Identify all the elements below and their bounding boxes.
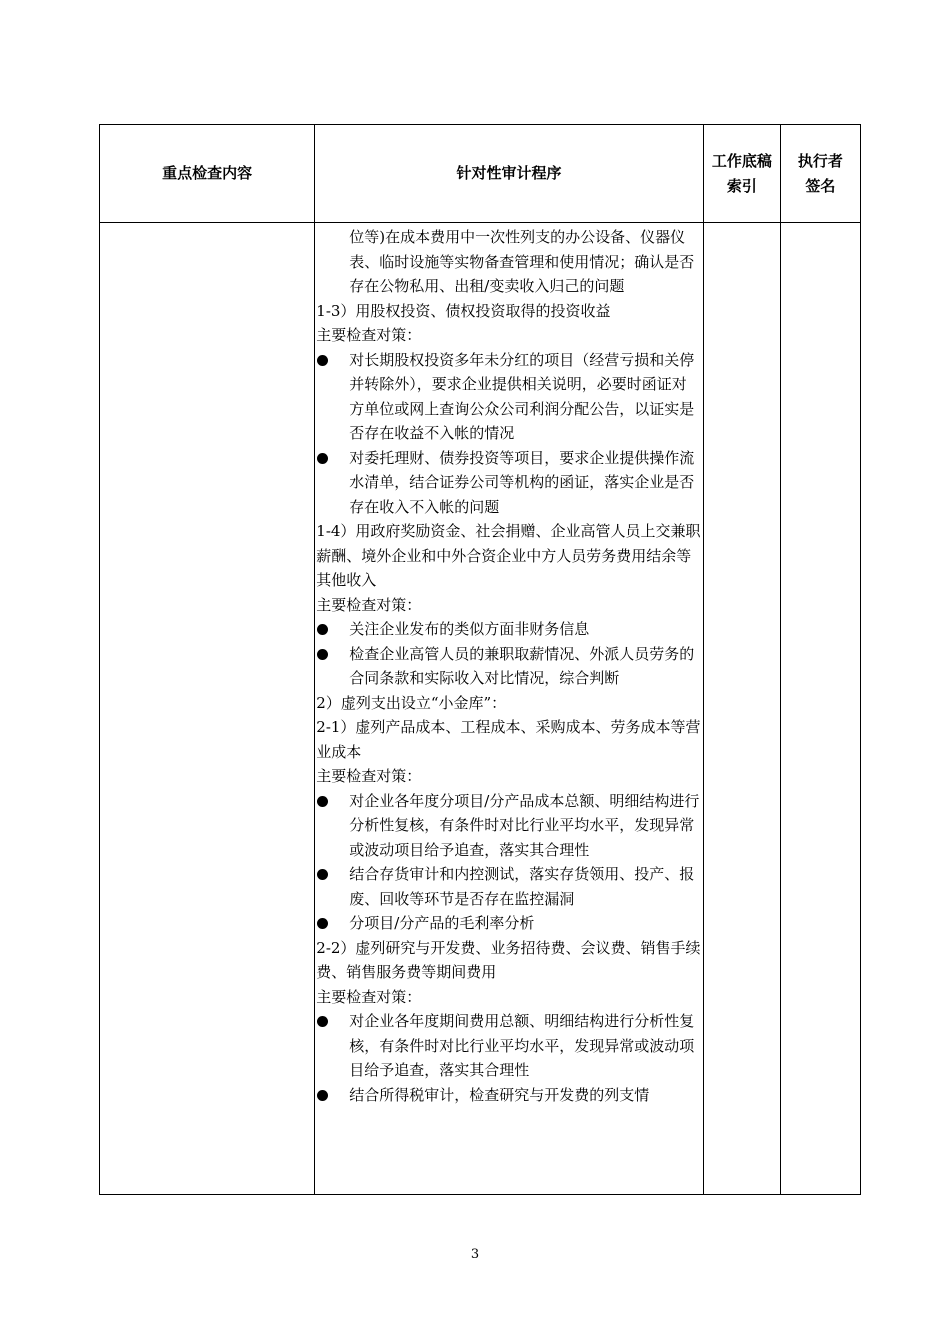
procedure-bullet-text: 关注企业发布的类似方面非财务信息	[349, 620, 590, 638]
cell-executor-signature	[780, 223, 860, 1195]
header-key-inspection-content: 重点检查内容	[100, 125, 315, 223]
procedure-bullet-item	[316, 617, 701, 642]
procedure-bullet-item	[316, 789, 701, 863]
procedure-heading: 1-4）用政府奖励资金、社会捐赠、企业高管人员上交兼职薪酬、境外企业和中外合资企业中方人员劳务费用结余等其他收入	[316, 522, 701, 589]
procedure-continued-text: 位等)在成本费用中一次性列支的办公设备、仪器仪表、临时设施等实物备查管理和使用情况；确认是否存在公物私用、出租/变卖收入归己的问题	[349, 228, 695, 295]
procedure-bullet-item	[316, 348, 701, 446]
bullet-dot-icon	[317, 453, 328, 464]
procedure-bullet-text: 结合存货审计和内控测试，落实存货领用、投产、报废、回收等环节是否存在监控漏洞	[349, 865, 695, 908]
procedure-bullet-text: 分项目/分产品的毛利率分析	[349, 914, 535, 932]
procedure-heading: 2-1）虚列产品成本、工程成本、采购成本、劳务成本等营业成本	[316, 718, 701, 761]
header-executor-signature-line2: 签名	[805, 176, 836, 195]
procedure-heading: 主要检查对策：	[316, 987, 422, 1006]
procedure-bullet-text: 对企业各年度分项目/分产品成本总额、明细结构进行分析性复核，有条件时对比行业平均水平，发现异常或波动项目给予追查，落实其合理性	[349, 791, 700, 859]
procedure-bullet-item	[316, 1009, 701, 1083]
procedure-heading: 2）虚列支出设立“小金库”：	[316, 693, 507, 712]
procedure-heading: 1-3）用股权投资、债权投资取得的投资收益	[316, 301, 611, 320]
procedure-bullet-item	[316, 446, 701, 520]
procedure-heading: 2-2）虚列研究与开发费、业务招待费、会议费、销售手续费、销售服务费等期间费用	[316, 938, 701, 981]
table-header-row	[100, 125, 861, 223]
procedure-heading: 主要检查对策：	[316, 595, 422, 614]
bullet-dot-icon	[317, 624, 328, 635]
procedure-bullet-text: 对企业各年度期间费用总额、明细结构进行分析性复核，有条件时对比行业平均水平，发现异常或波动项目给予追查，落实其合理性	[349, 1012, 695, 1079]
header-executor-signature-line1: 执行者	[797, 151, 843, 170]
bullet-dot-icon	[317, 1090, 328, 1101]
procedure-bullet-text: 结合所得税审计，检查研究与开发费的列支情	[349, 1085, 650, 1104]
page-number: 3	[470, 1247, 480, 1262]
procedure-bullet-item	[316, 642, 701, 691]
procedure-heading: 主要检查对策：	[316, 767, 422, 785]
audit-procedure-table	[99, 124, 861, 1195]
bullet-dot-icon	[317, 796, 328, 807]
procedure-bullet-item	[316, 862, 701, 911]
bullet-dot-icon	[317, 918, 328, 929]
procedure-bullet-text: 检查企业高管人员的兼职取薪情况、外派人员劳务的合同条款和实际收入对比情况，综合判断	[349, 644, 695, 687]
header-workpaper-index-line2: 索引	[726, 176, 757, 195]
bullet-dot-icon	[317, 869, 328, 880]
procedure-bullet-text: 对委托理财、债券投资等项目，要求企业提供操作流水清单，结合证券公司等机构的函证，落实企业是否存在收入不入帐的问题	[349, 448, 695, 516]
cell-workpaper-index	[703, 223, 780, 1195]
procedure-heading: 主要检查对策：	[316, 326, 422, 344]
procedure-list	[315, 223, 703, 1107]
bullet-dot-icon	[317, 355, 328, 366]
bullet-dot-icon	[317, 649, 328, 660]
procedure-bullet-item	[316, 1083, 701, 1108]
header-workpaper-index-line1: 工作底稿	[711, 151, 772, 170]
header-executor-signature	[780, 125, 860, 223]
cell-key-inspection-content	[100, 223, 315, 1195]
bullet-dot-icon	[317, 1016, 328, 1027]
table-row	[100, 223, 861, 1195]
procedure-bullet-item	[316, 911, 701, 936]
header-workpaper-index	[703, 125, 780, 223]
header-audit-procedure: 针对性审计程序	[315, 125, 704, 223]
cell-audit-procedure	[315, 223, 704, 1195]
procedure-bullet-text: 对长期股权投资多年未分红的项目（经营亏损和关停并转除外），要求企业提供相关说明，必要时函证对方单位或网上查询公众公司利润分配公告，以证实是否存在收益不入帐的情况	[349, 350, 695, 442]
